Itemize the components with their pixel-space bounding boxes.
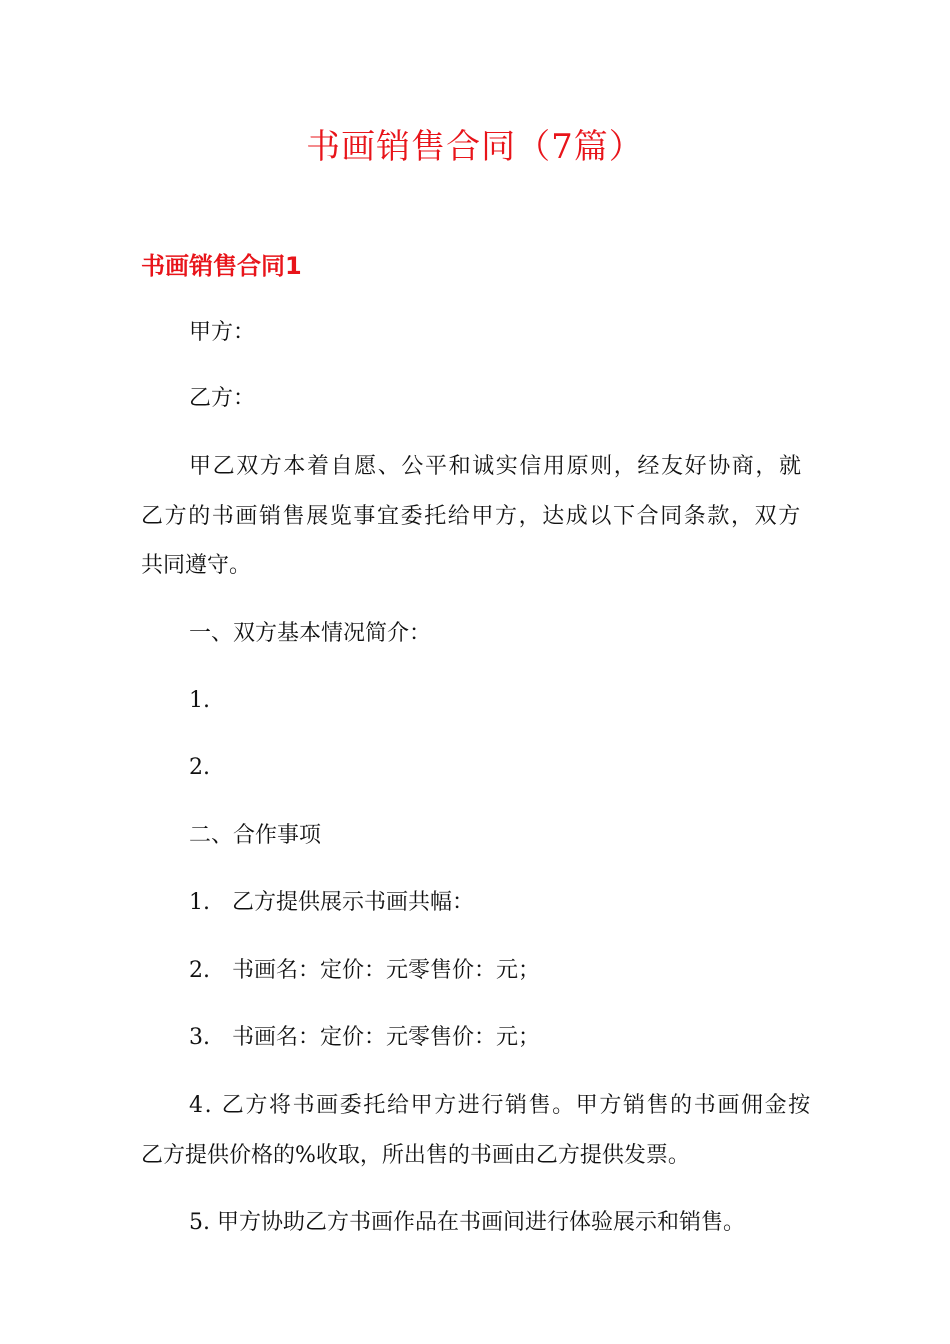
document-title: 书画销售合同（7篇） <box>306 127 644 167</box>
clause-heading: 二、合作事项 <box>189 823 322 848</box>
list-item: 2. <box>189 755 210 780</box>
party-a-line: 甲方： <box>189 320 256 345</box>
paragraph-line: 共同遵守。 <box>141 553 252 578</box>
list-item: 1. <box>189 688 210 713</box>
list-item: 3. 书画名：定价：元零售价：元； <box>189 1025 540 1050</box>
party-b-line: 乙方： <box>189 386 256 411</box>
clause-heading: 一、双方基本情况简介： <box>189 621 432 646</box>
paragraph-line: 5. 甲方协助乙方书画作品在书画间进行体验展示和销售。 <box>189 1210 745 1235</box>
paragraph-line: 甲乙双方本着自愿、公平和诚实信用原则，经友好协商，就 <box>189 454 803 479</box>
paragraph-line: 4. 乙方将书画委托给甲方进行销售。甲方销售的书画佣金按 <box>189 1093 812 1118</box>
list-item: 1. 乙方提供展示书画共幅： <box>189 890 474 915</box>
paragraph-line: 乙方的书画销售展览事宜委托给甲方，达成以下合同条款，双方 <box>141 504 802 529</box>
paragraph-line: 乙方提供价格的%收取，所出售的书画由乙方提供发票。 <box>141 1143 690 1168</box>
section-heading: 书画销售合同1 <box>141 252 302 280</box>
list-item: 2. 书画名：定价：元零售价：元； <box>189 958 540 983</box>
